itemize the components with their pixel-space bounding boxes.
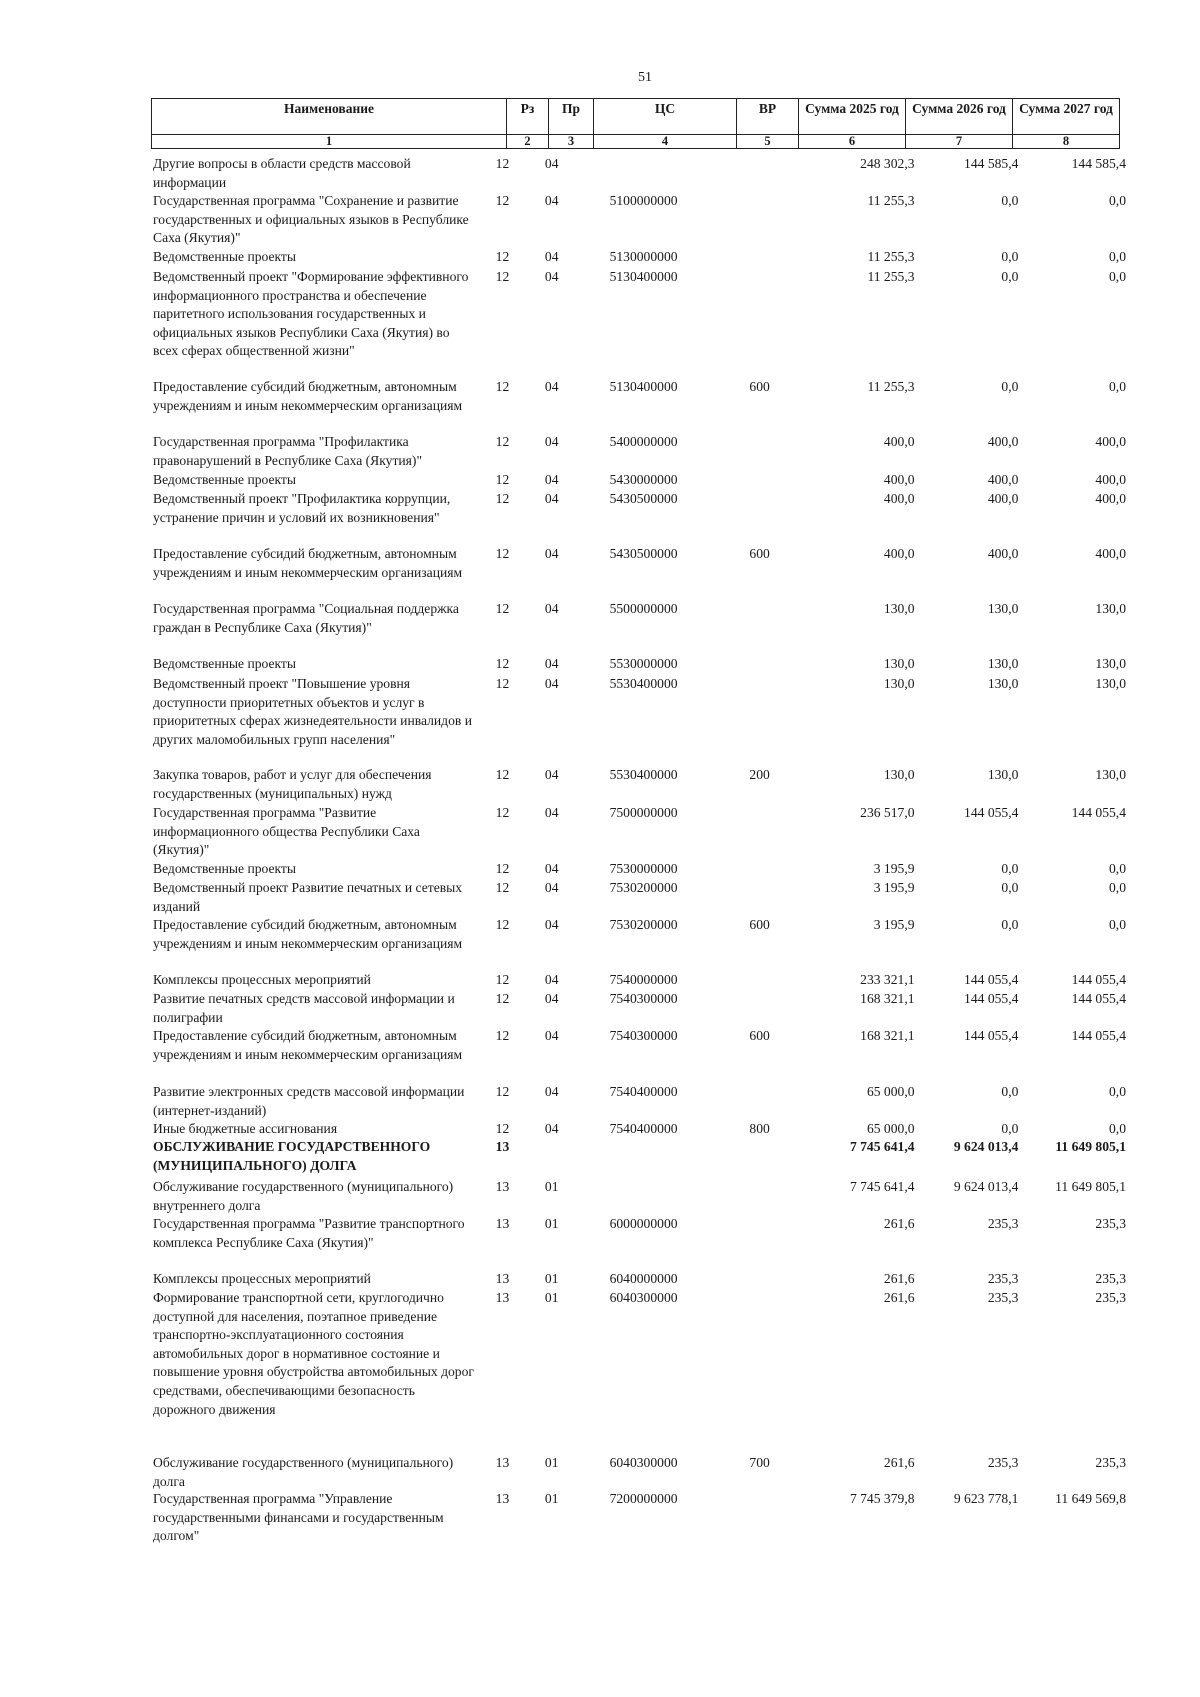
row-sum-2026: 144 055,4 bbox=[964, 805, 1019, 820]
row-rz: 12 bbox=[495, 379, 510, 394]
row-cs: 7540300000 bbox=[609, 1028, 678, 1043]
row-cs: 7540400000 bbox=[609, 1121, 678, 1136]
row-pr: 01 bbox=[544, 1271, 559, 1286]
row-vr bbox=[739, 860, 814, 879]
row-cs: 6040000000 bbox=[609, 1271, 678, 1286]
row-sum-2026: 0,0 bbox=[1001, 249, 1019, 264]
row-pr bbox=[531, 1138, 588, 1178]
row-sum-2025: 130,0 bbox=[883, 601, 915, 616]
row-rz: 12 bbox=[495, 767, 510, 782]
row-cs: 5400000000 bbox=[609, 434, 678, 449]
row-sum-2026: 130,0 bbox=[987, 676, 1019, 691]
row-sum-2026: 144 055,4 bbox=[964, 972, 1019, 987]
row-sum-2026: 235,3 bbox=[987, 1290, 1019, 1305]
row-pr: 04 bbox=[544, 601, 559, 616]
row-name: Государственная программа "Управление государственными финансами и государственным долгом" bbox=[153, 1491, 444, 1544]
row-sum-2027: 144 055,4 bbox=[1071, 805, 1126, 820]
row-pr: 04 bbox=[544, 156, 559, 171]
row-vr bbox=[739, 1083, 814, 1120]
table-row bbox=[151, 1215, 1126, 1270]
row-sum-2026: 9 624 013,4 bbox=[953, 1179, 1019, 1194]
row-pr: 04 bbox=[544, 546, 559, 561]
row-sum-2027: 130,0 bbox=[1095, 767, 1126, 782]
table-row bbox=[151, 248, 1126, 268]
row-pr: 04 bbox=[544, 1028, 559, 1043]
row-sum-2025: 236 517,0 bbox=[860, 805, 915, 820]
row-vr bbox=[739, 192, 814, 248]
col-num-1: 1 bbox=[152, 135, 507, 149]
row-pr: 01 bbox=[544, 1179, 559, 1194]
row-sum-2027: 235,3 bbox=[1095, 1271, 1126, 1286]
row-name: Ведомственный проект "Профилактика коррупции, устранение причин и условий их возникновения" bbox=[153, 491, 451, 525]
row-rz: 13 bbox=[495, 1455, 510, 1470]
row-sum-2025: 400,0 bbox=[883, 434, 915, 449]
row-rz: 13 bbox=[495, 1139, 510, 1154]
row-cs: 7540300000 bbox=[609, 991, 678, 1006]
row-rz: 12 bbox=[495, 1121, 510, 1136]
row-rz: 12 bbox=[495, 861, 510, 876]
row-pr: 04 bbox=[544, 269, 559, 284]
row-name: Ведомственный проект "Повышение уровня доступности приоритетных объектов и услуг в приоритетных сферах жизнедеятельности инвалидов и других маломобильных групп населения" bbox=[153, 676, 472, 747]
row-name: Государственная программа "Развитие транспортного комплекса Республике Саха (Якутия)" bbox=[153, 1216, 465, 1250]
row-name: Государственная программа "Профилактика правонарушений в Республике Саха (Якутия)" bbox=[153, 434, 423, 468]
row-sum-2026: 130,0 bbox=[987, 601, 1019, 616]
row-sum-2025: 261,6 bbox=[883, 1290, 915, 1305]
header-cs: ЦС bbox=[594, 99, 737, 135]
row-sum-2025: 11 255,3 bbox=[867, 269, 915, 284]
row-cs: 5430500000 bbox=[609, 546, 678, 561]
col-num-5: 5 bbox=[737, 135, 799, 149]
row-name: Предоставление субсидий бюджетным, автономным учреждениям и иным некоммерческим организациям bbox=[153, 1028, 463, 1062]
row-rz: 12 bbox=[495, 434, 510, 449]
row-name: Обслуживание государственного (муниципального) внутреннего долга bbox=[153, 1179, 454, 1213]
header-row bbox=[152, 99, 1120, 135]
row-cs: 7530000000 bbox=[609, 861, 678, 876]
row-sum-2025: 3 195,9 bbox=[873, 880, 915, 895]
table-row bbox=[151, 675, 1126, 766]
row-pr: 04 bbox=[544, 861, 559, 876]
table-row bbox=[151, 155, 1126, 192]
row-pr: 04 bbox=[544, 805, 559, 820]
row-name: Предоставление субсидий бюджетным, автономным учреждениям и иным некоммерческим организациям bbox=[153, 379, 463, 413]
row-sum-2027: 144 055,4 bbox=[1071, 1028, 1126, 1043]
row-sum-2027: 130,0 bbox=[1095, 656, 1126, 671]
row-name: Комплексы процессных мероприятий bbox=[153, 972, 371, 987]
row-name: Ведомственные проекты bbox=[153, 656, 297, 671]
table-row bbox=[151, 1178, 1126, 1215]
row-sum-2025: 65 000,0 bbox=[866, 1084, 915, 1099]
table-row bbox=[151, 1289, 1126, 1454]
row-sum-2027: 0,0 bbox=[1109, 379, 1126, 394]
row-name: Развитие печатных средств массовой информации и полиграфии bbox=[153, 991, 455, 1025]
table-row bbox=[151, 916, 1126, 971]
row-cs: 7540000000 bbox=[609, 972, 678, 987]
row-name: Ведомственные проекты bbox=[153, 249, 297, 264]
row-pr: 01 bbox=[544, 1455, 559, 1470]
row-rz: 12 bbox=[495, 156, 510, 171]
row-vr: 600 bbox=[749, 546, 770, 561]
row-sum-2025: 400,0 bbox=[883, 472, 915, 487]
row-vr: 600 bbox=[749, 917, 770, 932]
row-sum-2027: 0,0 bbox=[1109, 880, 1126, 895]
row-vr bbox=[739, 1289, 814, 1454]
row-cs: 5130400000 bbox=[609, 379, 678, 394]
header-sum-2027: Сумма 2027 год bbox=[1013, 99, 1120, 135]
row-sum-2025: 233 321,1 bbox=[860, 972, 915, 987]
row-sum-2026: 144 055,4 bbox=[964, 1028, 1019, 1043]
row-sum-2027: 400,0 bbox=[1095, 491, 1126, 506]
row-sum-2026: 0,0 bbox=[1001, 917, 1019, 932]
row-sum-2026: 9 623 778,1 bbox=[953, 1491, 1019, 1506]
row-vr: 600 bbox=[749, 1028, 770, 1043]
row-vr bbox=[739, 990, 814, 1027]
row-vr bbox=[739, 490, 814, 545]
table-row bbox=[151, 1138, 1126, 1178]
row-name: Предоставление субсидий бюджетным, автономным учреждениям и иным некоммерческим организациям bbox=[153, 917, 463, 951]
row-sum-2025: 130,0 bbox=[883, 767, 915, 782]
row-name: Обслуживание государственного (муниципального) долга bbox=[153, 1455, 454, 1489]
row-vr bbox=[739, 655, 814, 675]
row-vr: 600 bbox=[749, 379, 770, 394]
table-row bbox=[151, 545, 1126, 600]
column-number-row bbox=[152, 135, 1120, 149]
row-pr: 04 bbox=[544, 434, 559, 449]
row-sum-2026: 0,0 bbox=[1001, 880, 1019, 895]
row-sum-2026: 235,3 bbox=[987, 1216, 1019, 1231]
row-cs: 5530400000 bbox=[609, 767, 678, 782]
row-sum-2027: 0,0 bbox=[1109, 917, 1126, 932]
row-name: Предоставление субсидий бюджетным, автономным учреждениям и иным некоммерческим организациям bbox=[153, 546, 463, 580]
row-rz: 12 bbox=[495, 880, 510, 895]
table-row bbox=[151, 804, 1126, 860]
row-vr: 800 bbox=[749, 1121, 770, 1136]
row-pr: 04 bbox=[544, 379, 559, 394]
row-pr: 04 bbox=[544, 880, 559, 895]
table-row bbox=[151, 1120, 1126, 1138]
table-row bbox=[151, 655, 1126, 675]
row-rz: 12 bbox=[495, 193, 510, 208]
table-row bbox=[151, 192, 1126, 248]
row-pr: 04 bbox=[544, 1084, 559, 1099]
row-sum-2026: 0,0 bbox=[1001, 193, 1019, 208]
row-pr: 01 bbox=[544, 1216, 559, 1231]
row-sum-2027: 130,0 bbox=[1095, 676, 1126, 691]
row-sum-2025: 11 255,3 bbox=[867, 193, 915, 208]
row-vr bbox=[739, 268, 814, 378]
row-sum-2027: 144 055,4 bbox=[1071, 991, 1126, 1006]
row-sum-2027: 0,0 bbox=[1109, 269, 1126, 284]
row-vr bbox=[739, 433, 814, 471]
row-cs: 5530000000 bbox=[609, 656, 678, 671]
row-name: Развитие электронных средств массовой информации (интернет-изданий) bbox=[153, 1084, 465, 1118]
row-cs: 7530200000 bbox=[609, 917, 678, 932]
row-rz: 12 bbox=[495, 249, 510, 264]
col-num-3: 3 bbox=[549, 135, 594, 149]
row-pr: 04 bbox=[544, 491, 559, 506]
row-name: ОБСЛУЖИВАНИЕ ГОСУДАРСТВЕННОГО (МУНИЦИПАЛЬНОГО) ДОЛГА bbox=[153, 1139, 431, 1173]
row-cs bbox=[588, 155, 740, 192]
row-sum-2025: 7 745 379,8 bbox=[849, 1491, 915, 1506]
row-sum-2025: 3 195,9 bbox=[873, 861, 915, 876]
row-sum-2026: 144 055,4 bbox=[964, 991, 1019, 1006]
row-vr bbox=[739, 1270, 814, 1289]
row-sum-2027: 400,0 bbox=[1095, 434, 1126, 449]
row-rz: 13 bbox=[495, 1290, 510, 1305]
row-rz: 12 bbox=[495, 991, 510, 1006]
row-pr: 04 bbox=[544, 472, 559, 487]
row-sum-2026: 235,3 bbox=[987, 1271, 1019, 1286]
row-rz: 12 bbox=[495, 491, 510, 506]
row-name: Закупка товаров, работ и услуг для обеспечения государственных (муниципальных) нужд bbox=[153, 767, 432, 801]
row-name: Иные бюджетные ассигнования bbox=[153, 1121, 338, 1136]
row-rz: 12 bbox=[495, 972, 510, 987]
row-sum-2026: 235,3 bbox=[987, 1455, 1019, 1470]
row-sum-2025: 65 000,0 bbox=[866, 1121, 915, 1136]
row-rz: 12 bbox=[495, 676, 510, 691]
row-rz: 12 bbox=[495, 656, 510, 671]
row-vr bbox=[739, 471, 814, 490]
row-rz: 12 bbox=[495, 472, 510, 487]
row-name: Ведомственные проекты bbox=[153, 472, 297, 487]
row-cs: 5130400000 bbox=[609, 269, 678, 284]
row-pr: 04 bbox=[544, 249, 559, 264]
row-rz: 12 bbox=[495, 269, 510, 284]
row-cs: 5100000000 bbox=[609, 193, 678, 208]
row-sum-2026: 130,0 bbox=[987, 767, 1019, 782]
table-row bbox=[151, 1083, 1126, 1120]
row-rz: 12 bbox=[495, 1084, 510, 1099]
row-sum-2025: 3 195,9 bbox=[873, 917, 915, 932]
row-sum-2027: 11 649 569,8 bbox=[1055, 1491, 1126, 1506]
row-name: Государственная программа "Развитие информационного общества Республики Саха (Якутия)" bbox=[153, 805, 420, 858]
row-sum-2026: 0,0 bbox=[1001, 269, 1019, 284]
row-rz: 12 bbox=[495, 1028, 510, 1043]
row-sum-2027: 0,0 bbox=[1109, 1084, 1126, 1099]
row-sum-2026: 400,0 bbox=[987, 546, 1019, 561]
row-vr: 200 bbox=[749, 767, 770, 782]
row-pr: 04 bbox=[544, 991, 559, 1006]
table-row bbox=[151, 471, 1126, 490]
row-name: Ведомственный проект "Формирование эффективного информационного пространства и обеспечение паритетного использования государственных и официальных языков Республики Саха (Якутия) во всех сферах общественной жизни" bbox=[153, 269, 469, 359]
row-vr bbox=[739, 1178, 814, 1215]
row-name: Государственная программа "Социальная поддержка граждан в Республике Саха (Якутия)" bbox=[153, 601, 459, 635]
row-name: Государственная программа "Сохранение и развитие государственных и официальных языков в Республике Саха (Якутия)" bbox=[153, 193, 469, 246]
row-pr: 01 bbox=[544, 1491, 559, 1506]
row-name: Другие вопросы в области средств массовой информации bbox=[153, 156, 411, 190]
row-vr bbox=[739, 155, 814, 192]
table-row bbox=[151, 600, 1126, 655]
row-sum-2027: 130,0 bbox=[1095, 601, 1126, 616]
row-rz: 12 bbox=[495, 546, 510, 561]
table-row bbox=[151, 1270, 1126, 1289]
header-sum-2025: Сумма 2025 год bbox=[799, 99, 906, 135]
row-sum-2027: 235,3 bbox=[1095, 1216, 1126, 1231]
table-row bbox=[151, 1454, 1126, 1490]
row-sum-2025: 7 745 641,4 bbox=[849, 1179, 915, 1194]
row-name: Ведомственный проект Развитие печатных и сетевых изданий bbox=[153, 880, 463, 914]
row-vr bbox=[739, 971, 814, 990]
row-cs: 7540400000 bbox=[609, 1084, 678, 1099]
table-row bbox=[151, 990, 1126, 1027]
row-sum-2025: 168 321,1 bbox=[860, 991, 915, 1006]
row-name: Формирование транспортной сети, круглогодично доступной для населения, поэтапное приведение транспортно-эксплуатационного состояния автомобильных дорог в нормативное состояние и повышение уровня обустройства автомобильных дорог средствами, обеспечивающими безопасность дорожного движения bbox=[153, 1290, 474, 1417]
table-row bbox=[151, 860, 1126, 879]
row-pr: 04 bbox=[544, 676, 559, 691]
row-vr bbox=[739, 879, 814, 916]
row-sum-2027: 11 649 805,1 bbox=[1055, 1179, 1126, 1194]
row-cs: 7530200000 bbox=[609, 880, 678, 895]
row-pr: 04 bbox=[544, 767, 559, 782]
row-sum-2025: 261,6 bbox=[883, 1271, 915, 1286]
row-rz: 12 bbox=[495, 601, 510, 616]
row-pr: 01 bbox=[544, 1290, 559, 1305]
row-sum-2026: 130,0 bbox=[987, 656, 1019, 671]
row-vr bbox=[739, 1490, 814, 1550]
row-sum-2027: 144 055,4 bbox=[1071, 972, 1126, 987]
row-sum-2026: 144 585,4 bbox=[964, 156, 1019, 171]
row-sum-2027: 144 585,4 bbox=[1071, 156, 1126, 171]
row-pr: 04 bbox=[544, 193, 559, 208]
row-sum-2027: 400,0 bbox=[1095, 546, 1126, 561]
table-row bbox=[151, 1490, 1126, 1550]
row-vr bbox=[739, 1215, 814, 1270]
row-sum-2027: 11 649 805,1 bbox=[1055, 1139, 1126, 1154]
row-rz: 13 bbox=[495, 1491, 510, 1506]
row-vr bbox=[739, 248, 814, 268]
row-sum-2025: 11 255,3 bbox=[867, 249, 915, 264]
row-name: Ведомственные проекты bbox=[153, 861, 297, 876]
header-pr: Пр bbox=[549, 99, 594, 135]
row-sum-2026: 0,0 bbox=[1001, 861, 1019, 876]
table-row bbox=[151, 971, 1126, 990]
row-rz: 13 bbox=[495, 1271, 510, 1286]
row-cs: 6000000000 bbox=[609, 1216, 678, 1231]
table-body bbox=[151, 155, 1126, 1550]
table-row bbox=[151, 490, 1126, 545]
row-cs: 5430000000 bbox=[609, 472, 678, 487]
row-sum-2025: 400,0 bbox=[883, 546, 915, 561]
col-num-7: 7 bbox=[906, 135, 1013, 149]
row-sum-2026: 400,0 bbox=[987, 472, 1019, 487]
table-row bbox=[151, 1027, 1126, 1083]
row-vr: 700 bbox=[749, 1455, 770, 1470]
row-cs bbox=[588, 1178, 740, 1215]
row-sum-2026: 400,0 bbox=[987, 434, 1019, 449]
table-row bbox=[151, 879, 1126, 916]
row-pr: 04 bbox=[544, 972, 559, 987]
col-num-8: 8 bbox=[1013, 135, 1120, 149]
row-sum-2025: 261,6 bbox=[883, 1455, 915, 1470]
row-sum-2026: 0,0 bbox=[1001, 1084, 1019, 1099]
row-sum-2027: 0,0 bbox=[1109, 861, 1126, 876]
table-row bbox=[151, 268, 1126, 378]
row-pr: 04 bbox=[544, 656, 559, 671]
row-sum-2025: 248 302,3 bbox=[860, 156, 915, 171]
row-name: Комплексы процессных мероприятий bbox=[153, 1271, 371, 1286]
row-sum-2027: 235,3 bbox=[1095, 1290, 1126, 1305]
header-name: Наименование bbox=[152, 99, 507, 135]
col-num-2: 2 bbox=[507, 135, 549, 149]
row-cs: 5530400000 bbox=[609, 676, 678, 691]
row-rz: 12 bbox=[495, 917, 510, 932]
row-sum-2025: 261,6 bbox=[883, 1216, 915, 1231]
row-rz: 13 bbox=[495, 1179, 510, 1194]
row-sum-2026: 9 624 013,4 bbox=[953, 1139, 1019, 1154]
row-cs: 5430500000 bbox=[609, 491, 678, 506]
row-sum-2027: 0,0 bbox=[1109, 1121, 1126, 1136]
row-pr: 04 bbox=[544, 917, 559, 932]
table-row bbox=[151, 766, 1126, 804]
row-vr bbox=[739, 1138, 814, 1178]
row-sum-2025: 130,0 bbox=[883, 656, 915, 671]
page-number: 51 bbox=[638, 70, 652, 85]
row-cs: 5130000000 bbox=[609, 249, 678, 264]
row-sum-2026: 400,0 bbox=[987, 491, 1019, 506]
row-cs: 7200000000 bbox=[609, 1491, 678, 1506]
col-num-4: 4 bbox=[594, 135, 737, 149]
row-sum-2027: 0,0 bbox=[1109, 249, 1126, 264]
row-rz: 13 bbox=[495, 1216, 510, 1231]
row-cs: 6040300000 bbox=[609, 1455, 678, 1470]
table-row bbox=[151, 378, 1126, 433]
row-cs: 6040300000 bbox=[609, 1290, 678, 1305]
row-sum-2026: 0,0 bbox=[1001, 379, 1019, 394]
table-header bbox=[151, 98, 1119, 149]
row-vr bbox=[739, 600, 814, 655]
row-vr bbox=[739, 804, 814, 860]
row-sum-2025: 168 321,1 bbox=[860, 1028, 915, 1043]
table-row bbox=[151, 433, 1126, 471]
col-num-6: 6 bbox=[799, 135, 906, 149]
row-sum-2025: 7 745 641,4 bbox=[849, 1139, 915, 1154]
row-cs: 5500000000 bbox=[609, 601, 678, 616]
row-vr bbox=[739, 675, 814, 766]
row-sum-2027: 0,0 bbox=[1109, 193, 1126, 208]
row-sum-2025: 400,0 bbox=[883, 491, 915, 506]
row-sum-2025: 11 255,3 bbox=[867, 379, 915, 394]
row-rz: 12 bbox=[495, 805, 510, 820]
row-sum-2026: 0,0 bbox=[1001, 1121, 1019, 1136]
header-sum-2026: Сумма 2026 год bbox=[906, 99, 1013, 135]
row-sum-2027: 235,3 bbox=[1095, 1455, 1126, 1470]
header-vr: ВР bbox=[737, 99, 799, 135]
row-cs: 7500000000 bbox=[609, 805, 678, 820]
row-cs bbox=[588, 1138, 740, 1178]
row-sum-2025: 130,0 bbox=[883, 676, 915, 691]
row-sum-2027: 400,0 bbox=[1095, 472, 1126, 487]
row-pr: 04 bbox=[544, 1121, 559, 1136]
header-rz: Рз bbox=[507, 99, 549, 135]
